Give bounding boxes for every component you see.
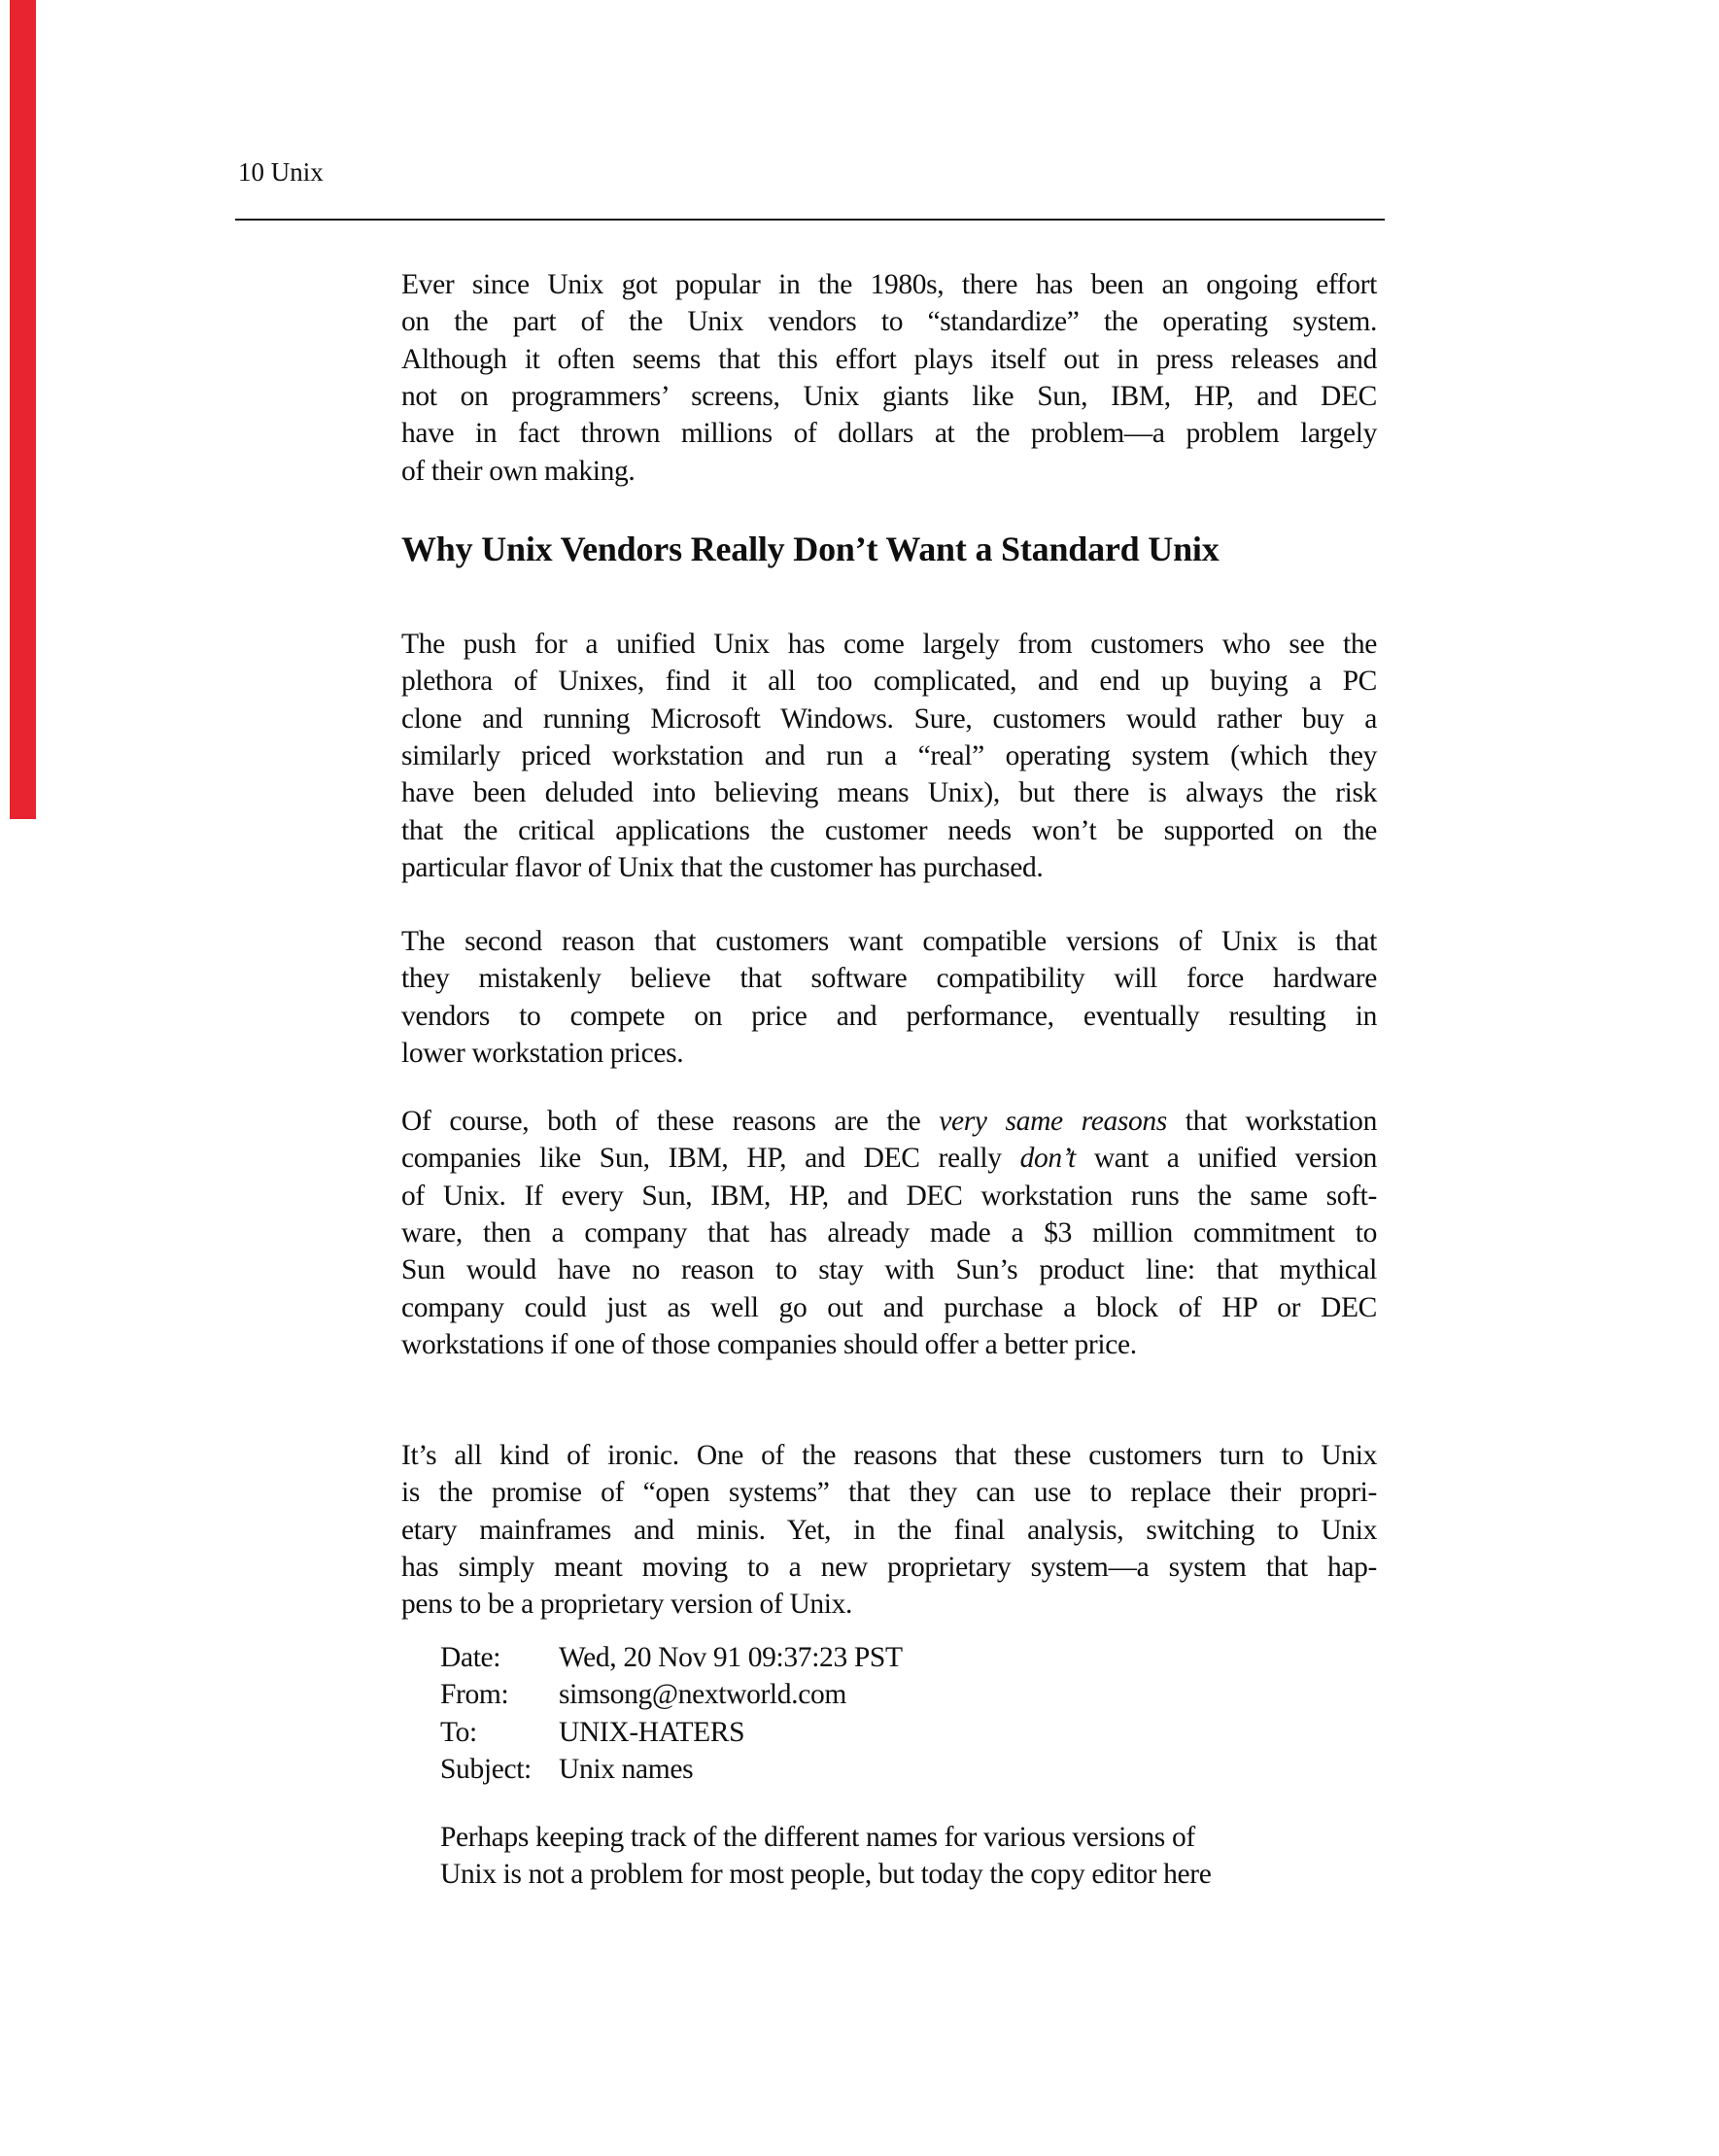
- text-line: [401, 1549, 1377, 1586]
- text-line: [401, 1140, 1377, 1177]
- text-line: [401, 1586, 1377, 1623]
- body-paragraph: [401, 923, 1377, 1072]
- text-line: [401, 737, 1377, 774]
- text-segment: of their own making.: [401, 455, 636, 487]
- running-header: 10 Unix: [238, 157, 324, 187]
- email-header-row: [440, 1751, 1373, 1788]
- text-line: [401, 849, 1377, 886]
- text-line: [440, 1856, 1373, 1893]
- text-segment: pens to be a proprietary version of Unix.: [401, 1589, 853, 1621]
- text-line: [401, 998, 1377, 1035]
- text-segment: Unix is not a problem for most people, but today the copy editor here: [440, 1859, 1212, 1891]
- text-segment: companies like Sun, IBM, HP, and DEC really: [401, 1143, 1020, 1175]
- text-segment: Of course, both of these reasons are the: [401, 1106, 940, 1137]
- text-segment: have been deluded into believing means Unix), but there is always the risk: [401, 777, 1377, 809]
- text-line: [401, 1251, 1377, 1288]
- italic-text-segment: don’t: [1019, 1143, 1076, 1175]
- text-segment: similarly priced workstation and run a “real” operating system (which they: [401, 739, 1377, 771]
- text-line: [401, 1512, 1377, 1549]
- email-field-label: To:: [440, 1716, 477, 1748]
- email-field-label: Date:: [440, 1642, 501, 1673]
- email-header-row: [440, 1676, 1373, 1713]
- text-segment: Perhaps keeping track of the different names for various versions of: [440, 1822, 1195, 1853]
- email-field-label: From:: [440, 1679, 509, 1711]
- text-segment: on the part of the Unix vendors to “standardize” the operating system.: [401, 306, 1377, 338]
- text-segment: they mistakenly believe that software compatibility will force hardware: [401, 963, 1377, 995]
- body-paragraph: [401, 626, 1377, 886]
- email-header-row: [440, 1639, 1373, 1676]
- text-segment: The second reason that customers want compatible versions of Unix is that: [401, 926, 1377, 957]
- text-segment: is the promise of “open systems” that they can use to replace their propri-: [401, 1477, 1377, 1509]
- email-header-block: [440, 1639, 1373, 1788]
- email-field-label: Subject:: [440, 1753, 532, 1785]
- text-line: [401, 812, 1377, 849]
- email-body-paragraph: [440, 1819, 1373, 1894]
- section-heading: Why Unix Vendors Really Don’t Want a Standard Unix: [401, 530, 1220, 568]
- text-line: [401, 923, 1377, 960]
- email-field-value: UNIX-HATERS: [559, 1716, 745, 1748]
- text-line: [401, 1326, 1377, 1363]
- text-segment: etary mainframes and minis. Yet, in the final analysis, switching to Unix: [401, 1514, 1377, 1546]
- italic-text-segment: very same reasons: [939, 1106, 1167, 1137]
- text-line: [401, 266, 1377, 303]
- text-line: [401, 378, 1377, 415]
- text-line: [401, 341, 1377, 378]
- body-paragraph: [401, 1437, 1377, 1624]
- email-field-value: Wed, 20 Nov 91 09:37:23 PST: [559, 1642, 903, 1673]
- text-line: [401, 1289, 1377, 1326]
- text-segment: Sun would have no reason to stay with Sun’s product line: that mythical: [401, 1254, 1377, 1286]
- email-field-value: simsong@nextworld.com: [559, 1679, 846, 1711]
- email-header-row: [440, 1714, 1373, 1751]
- text-segment: particular flavor of Unix that the customer has purchased.: [401, 851, 1044, 883]
- text-line: [401, 1103, 1377, 1140]
- text-segment: that the critical applications the customer needs won’t be supported on the: [401, 814, 1377, 846]
- text-segment: workstations if one of those companies should offer a better price.: [401, 1328, 1137, 1360]
- text-line: [401, 701, 1377, 737]
- text-line: [401, 303, 1377, 340]
- text-segment: want a unified version: [1075, 1143, 1377, 1175]
- text-segment: has simply meant moving to a new proprietary system—a system that hap-: [401, 1551, 1377, 1583]
- text-line: [401, 774, 1377, 811]
- email-field-value: Unix names: [559, 1753, 694, 1785]
- text-segment: The push for a unified Unix has come largely from customers who see the: [401, 629, 1377, 660]
- text-segment: lower workstation prices.: [401, 1037, 684, 1069]
- text-line: [401, 1437, 1377, 1474]
- body-paragraph: [401, 1103, 1377, 1363]
- text-segment: plethora of Unixes, find it all too complicated, and end up buying a PC: [401, 666, 1377, 698]
- text-line: [401, 626, 1377, 663]
- text-line: [401, 453, 1377, 490]
- chapter-bleed-tab: [10, 0, 36, 819]
- text-line: [401, 1035, 1377, 1072]
- text-line: [401, 1474, 1377, 1511]
- text-line: [401, 1178, 1377, 1215]
- text-line: [401, 1215, 1377, 1251]
- text-line: [440, 1819, 1373, 1856]
- text-segment: It’s all kind of ironic. One of the reasons that these customers turn to Unix: [401, 1440, 1377, 1471]
- text-segment: have in fact thrown millions of dollars at the problem—a problem largely: [401, 418, 1377, 450]
- text-segment: that workstation: [1166, 1106, 1377, 1137]
- text-segment: company could just as well go out and purchase a block of HP or DEC: [401, 1291, 1377, 1323]
- text-segment: not on programmers’ screens, Unix giants like Sun, IBM, HP, and DEC: [401, 380, 1377, 412]
- text-segment: clone and running Microsoft Windows. Sure, customers would rather buy a: [401, 702, 1377, 735]
- text-line: [401, 960, 1377, 997]
- text-segment: ware, then a company that has already made a $3 million commitment to: [401, 1216, 1377, 1249]
- text-line: [401, 663, 1377, 700]
- body-paragraph: [401, 266, 1377, 490]
- text-line: [401, 415, 1377, 452]
- header-rule: [235, 219, 1385, 221]
- text-segment: vendors to compete on price and performance, eventually resulting in: [401, 1000, 1377, 1032]
- text-segment: of Unix. If every Sun, IBM, HP, and DEC workstation runs the same soft-: [401, 1180, 1377, 1212]
- text-segment: Ever since Unix got popular in the 1980s, there has been an ongoing effort: [401, 269, 1377, 300]
- text-segment: Although it often seems that this effort plays itself out in press releases and: [401, 343, 1377, 375]
